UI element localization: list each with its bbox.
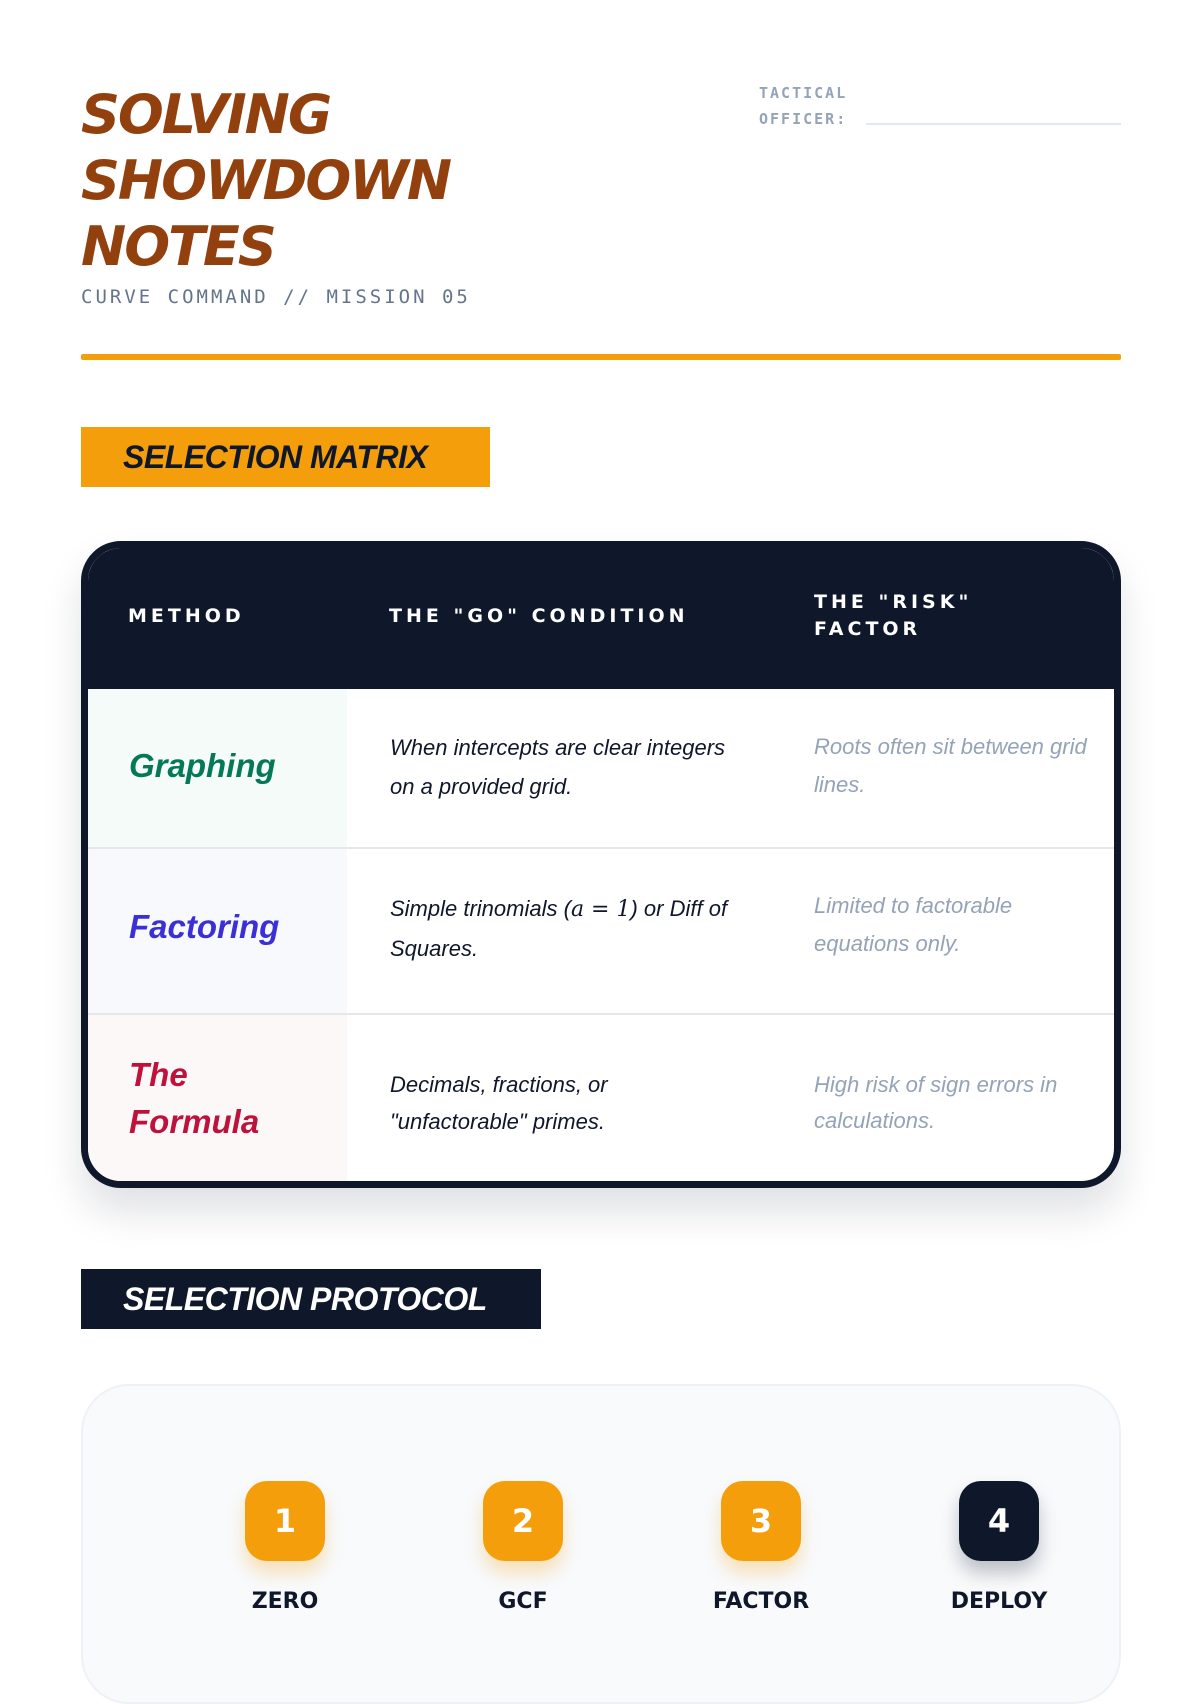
- go-condition-cell: When intercepts are clear integers on a provided grid.: [390, 735, 726, 799]
- math-expression: a = 1: [570, 897, 631, 922]
- risk-factor-cell: Limited to factorable equations only.: [814, 893, 1013, 956]
- page-subtitle: CURVE COMMAND // MISSION 05: [81, 286, 471, 308]
- section-banner-protocol: SELECTION PROTOCOL: [81, 1269, 541, 1329]
- step-label: DEPLOY: [950, 1589, 1048, 1614]
- method-cell: [88, 1015, 347, 1188]
- protocol-step: [165, 1481, 405, 1614]
- method-cell: [88, 849, 347, 1013]
- method-name-line: The: [129, 1056, 188, 1093]
- method-name-factoring: Factoring: [129, 908, 280, 945]
- step-label: FACTOR: [712, 1589, 810, 1614]
- step-number-badge: 3: [721, 1481, 801, 1561]
- section-banner-matrix: SELECTION MATRIX: [81, 427, 490, 487]
- officer-label-line: OFFICER:: [759, 110, 848, 128]
- header-divider: [81, 354, 1121, 360]
- column-header-go-condition: THE "GO" CONDITION: [389, 605, 689, 627]
- go-text-prefix: Simple trinomials (: [390, 896, 571, 921]
- column-header-method: METHOD: [128, 605, 245, 627]
- method-cell: [88, 689, 347, 847]
- step-number-badge: 1: [245, 1481, 325, 1561]
- column-header-risk-factor: THE "RISK" FACTOR: [814, 591, 973, 640]
- title-line: NOTES: [81, 215, 275, 278]
- step-number-badge: 2: [483, 1481, 563, 1561]
- go-text-suffix: ) or Diff of Squares.: [390, 896, 728, 961]
- protocol-step: [641, 1481, 881, 1614]
- step-label: GCF: [498, 1589, 548, 1614]
- method-name-formula: [129, 1051, 329, 1145]
- method-name-graphing: Graphing: [129, 747, 276, 784]
- protocol-step: [879, 1481, 1119, 1614]
- selection-protocol-card: [81, 1384, 1121, 1704]
- table-row: [88, 1015, 1114, 1188]
- page-title: [81, 82, 601, 280]
- risk-factor-cell: Roots often sit between grid lines.: [814, 734, 1087, 797]
- table-row: [88, 849, 1114, 1013]
- table-header: [88, 548, 1114, 689]
- go-condition-cell: [390, 889, 750, 968]
- officer-label: [759, 80, 847, 132]
- risk-factor-cell: High risk of sign errors in calculations.: [814, 1072, 1058, 1133]
- table-row: [88, 689, 1114, 847]
- step-label: ZERO: [251, 1589, 319, 1614]
- officer-name-line[interactable]: [866, 123, 1121, 125]
- title-line: SHOWDOWN: [81, 149, 451, 212]
- method-name-line: Formula: [129, 1103, 260, 1140]
- step-number-badge: 4: [959, 1481, 1039, 1561]
- go-condition-cell: Decimals, fractions, or "unfactorable" primes.: [390, 1072, 608, 1134]
- protocol-step: [403, 1481, 643, 1614]
- selection-matrix-table: [81, 541, 1121, 1188]
- title-line: SOLVING: [81, 83, 331, 146]
- officer-label-line: TACTICAL: [759, 84, 848, 102]
